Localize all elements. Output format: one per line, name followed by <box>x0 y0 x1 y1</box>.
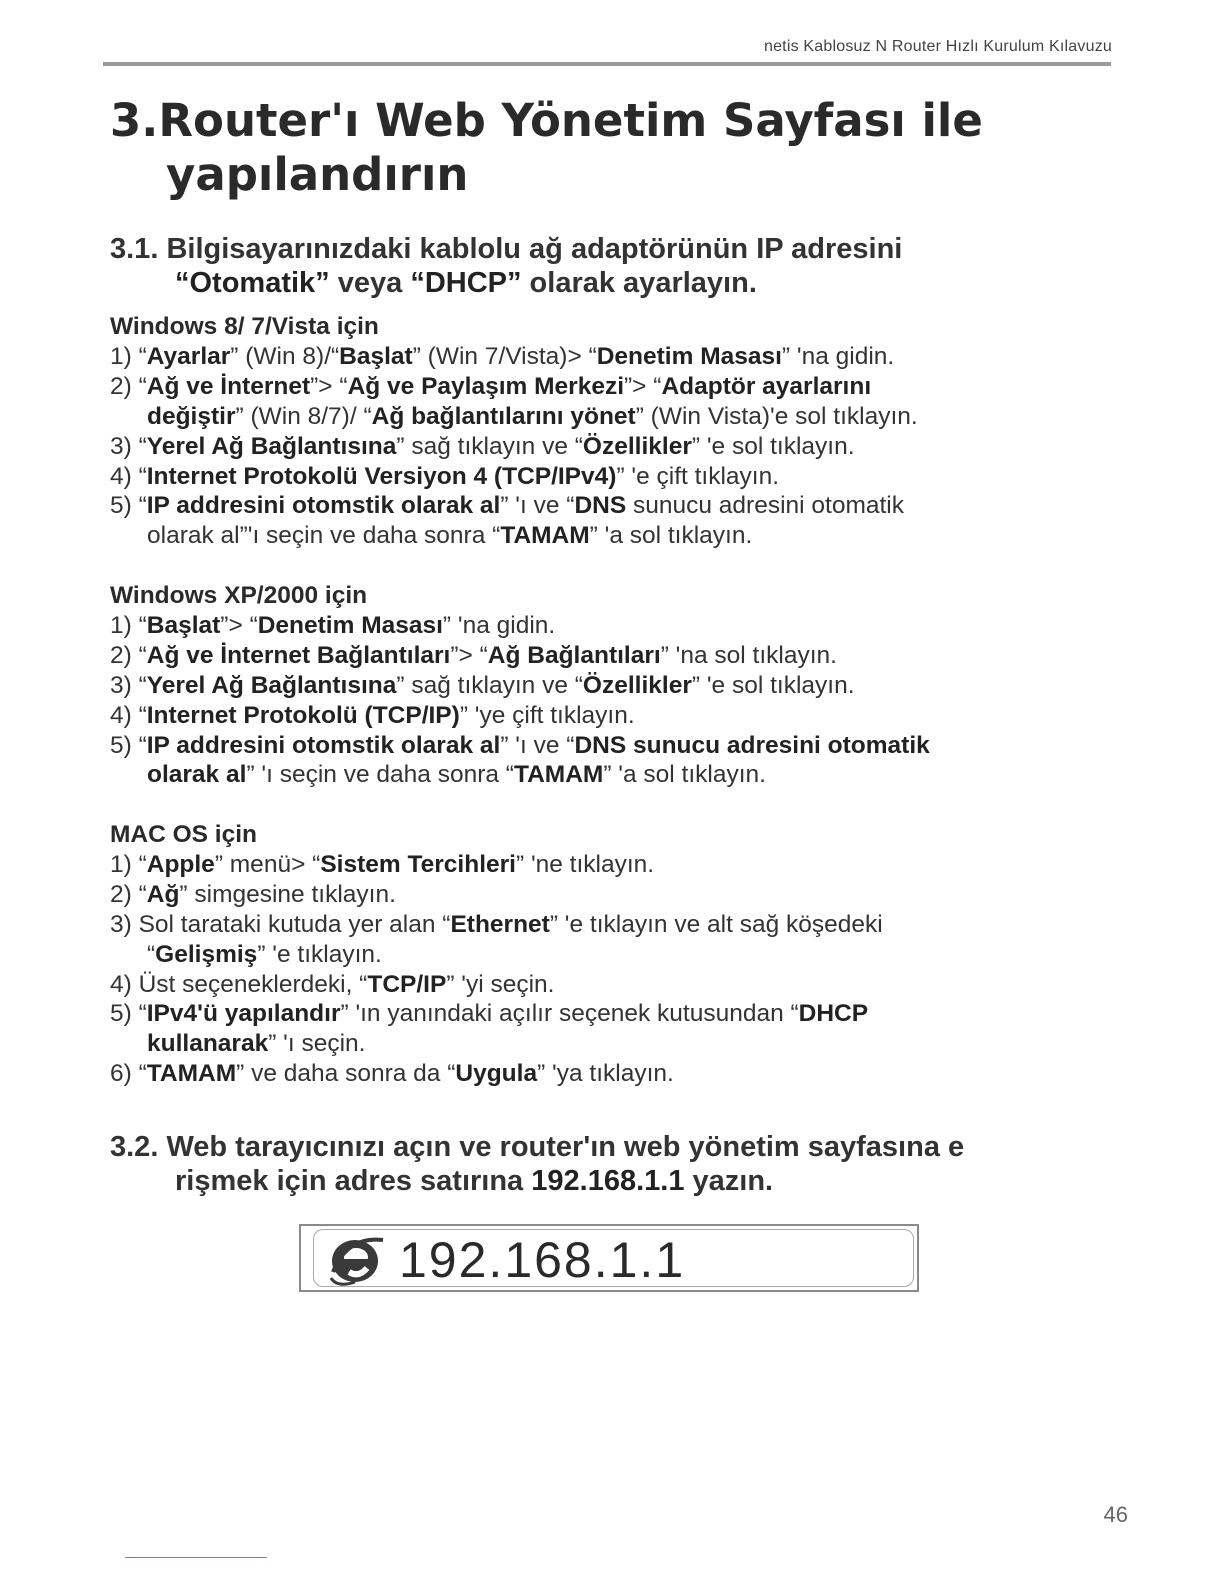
windows-xp-2000-steps <box>110 581 1110 790</box>
bold-term: Internet Protokolü Versiyon 4 (TCP/IPv4) <box>146 462 617 490</box>
step-text: ” 'e tıklayın. <box>257 940 382 968</box>
step-text: 4) Üst seçeneklerdeki, “ <box>110 970 368 998</box>
chapter-title-line1: 3.Router'ı Web Yönetim Sayfası ile <box>110 94 983 147</box>
step-text: ” (Win 7/Vista)> “ <box>412 342 597 370</box>
bold-term: Denetim Masası <box>257 611 443 639</box>
step-text: ” 'ı seçin. <box>268 1030 366 1058</box>
page-number: 46 <box>1103 1502 1128 1527</box>
step-text: 5) “ <box>110 1000 147 1028</box>
windows-8-7-vista-steps <box>110 312 1110 551</box>
step-text: 1) “ <box>110 850 147 878</box>
bold-term: “DHCP” <box>410 267 522 299</box>
step-text: ” (Win 8)/“ <box>230 342 340 370</box>
step-text: ” 'a sol tıklayın. <box>603 761 766 789</box>
step-text: sunucu adresini otomatik <box>626 492 904 520</box>
bold-term: Uygula <box>455 1060 538 1088</box>
step-5-cont <box>110 1029 1110 1059</box>
step-text: ” sağ tıklayın ve “ <box>396 671 583 699</box>
bold-term: IP addresini otomstik olarak al <box>146 731 501 759</box>
step-text: 3) “ <box>110 432 147 460</box>
bold-term: Sistem Tercihleri <box>320 850 516 878</box>
step-text: olarak al”'ı seçin ve daha sonra “ <box>147 522 501 550</box>
step-text: ” 'ne tıklayın. <box>515 850 655 878</box>
step-text: 6) “ <box>110 1060 147 1088</box>
bold-term: Internet Protokolü (TCP/IP) <box>146 701 460 729</box>
bold-term: Yerel Ağ Bağlantısına <box>146 671 397 699</box>
step-text: ” menü> “ <box>214 850 321 878</box>
bold-term: TAMAM <box>500 522 590 550</box>
step-text: 4) “ <box>110 462 147 490</box>
bold-term: Özellikler <box>582 671 692 699</box>
section-number: 3.1. <box>110 233 159 265</box>
step-text: 2) “ <box>110 372 147 400</box>
step-text: ” 'ya tıklayın. <box>537 1060 674 1088</box>
step-text: ” 'e tıklayın ve alt sağ köşedeki <box>549 910 883 938</box>
step-text: ” 'na gidin. <box>781 342 895 370</box>
bold-term: Ayarlar <box>146 342 231 370</box>
bold-term: Apple <box>146 850 215 878</box>
steps-heading: Windows XP/2000 için <box>110 582 368 609</box>
step-5-cont <box>110 521 1110 551</box>
step-text: ” 'e sol tıklayın. <box>691 432 855 460</box>
step-1 <box>110 850 1110 880</box>
step-5 <box>110 491 1110 521</box>
bold-term: Ağ <box>146 880 180 908</box>
chapter-title-line2: yapılandırın <box>166 148 469 201</box>
step-2 <box>110 372 1110 402</box>
bold-term: Ağ bağlantılarını yönet <box>371 402 636 430</box>
step-text: 1) “ <box>110 611 147 639</box>
step-text: ” 'na gidin. <box>442 611 556 639</box>
step-text: ”> “ <box>220 611 258 639</box>
step-2-cont <box>110 402 1110 432</box>
section-line2 <box>110 1164 1110 1198</box>
step-5-cont <box>110 760 1110 790</box>
step-1 <box>110 611 1110 641</box>
step-text: 3) “ <box>110 671 147 699</box>
text: veya <box>329 267 411 299</box>
step-text: 4) “ <box>110 701 147 729</box>
bold-term: DNS sunucu adresini otomatik <box>574 731 930 759</box>
text: yazın. <box>684 1165 774 1197</box>
step-text: ” 'e sol tıklayın. <box>691 671 855 699</box>
bold-term: TAMAM <box>513 761 604 789</box>
bold-term: DNS <box>574 492 627 520</box>
step-2 <box>110 880 1110 910</box>
step-text: 3) Sol tarataki kutuda yer alan “ <box>110 910 451 938</box>
bold-term: IPv4'ü yapılandır <box>146 1000 341 1028</box>
section-number: 3.2. <box>110 1131 159 1163</box>
steps-heading: MAC OS için <box>110 821 258 848</box>
step-1 <box>110 342 1110 372</box>
step-3 <box>110 671 1110 701</box>
bold-term: kullanarak <box>147 1030 269 1058</box>
step-text: ” simgesine tıklayın. <box>179 880 396 908</box>
step-4 <box>110 970 1110 1000</box>
step-text: 5) “ <box>110 731 147 759</box>
step-text: ” 'ı ve “ <box>500 731 575 759</box>
bold-term: Adaptör ayarlarını <box>661 372 872 400</box>
ip-address-text: 192.168.1.1 <box>531 1165 685 1197</box>
section-text: Web tarayıcınızı açın ve router'ın web yönetim sayfasına e <box>166 1131 965 1163</box>
step-6 <box>110 1059 1110 1089</box>
bold-term: DHCP <box>798 1000 869 1028</box>
bold-term: olarak al <box>147 761 247 789</box>
internet-explorer-icon <box>327 1232 385 1288</box>
step-text: ” 'ı seçin ve daha sonra “ <box>246 761 514 789</box>
step-3 <box>110 432 1110 462</box>
text: rişmek için adres satırına <box>175 1165 532 1197</box>
bold-term: “Otomatik” <box>175 267 330 299</box>
step-3 <box>110 910 1110 940</box>
bold-term: Ethernet <box>450 910 550 938</box>
step-text: ” 'e çift tıklayın. <box>616 462 780 490</box>
browser-address-bar <box>299 1224 919 1292</box>
step-text: ” 'yi seçin. <box>446 970 555 998</box>
header-divider <box>103 62 1111 66</box>
step-text: ” ve daha sonra da “ <box>236 1060 456 1088</box>
header-title: netis Kablosuz N Router Hızlı Kurulum Kılavuzu <box>763 38 1112 55</box>
step-text: ” (Win Vista)'e sol tıklayın. <box>635 402 918 430</box>
bold-term: Ağ ve İnternet Bağlantıları <box>146 641 451 669</box>
step-text: 1) “ <box>110 342 147 370</box>
bold-term: TCP/IP <box>367 970 447 998</box>
bold-term: Ağ ve Paylaşım Merkezi <box>347 372 625 400</box>
step-4 <box>110 701 1110 731</box>
step-text: ”> “ <box>624 372 662 400</box>
step-text: ” 'ın yanındaki açılır seçenek kutusundan “ <box>340 1000 799 1028</box>
section-3-2-title <box>110 1130 1110 1198</box>
steps-heading: Windows 8/ 7/Vista için <box>110 313 379 340</box>
text: olarak ayarlayın. <box>521 267 757 299</box>
step-text: ” 'ye çift tıklayın. <box>459 701 635 729</box>
step-text: ” (Win 8/7)/ “ <box>235 402 372 430</box>
step-2 <box>110 641 1110 671</box>
bold-term: Yerel Ağ Bağlantısına <box>146 432 397 460</box>
step-3-cont <box>110 940 1110 970</box>
step-5 <box>110 731 1110 761</box>
step-text: ” 'ı ve “ <box>500 492 575 520</box>
step-text: ”> “ <box>310 372 348 400</box>
step-text: 2) “ <box>110 880 147 908</box>
chapter-title <box>110 94 1110 202</box>
bold-term: TAMAM <box>146 1060 237 1088</box>
step-text: ” 'na sol tıklayın. <box>660 641 837 669</box>
bold-term: Denetim Masası <box>596 342 782 370</box>
bold-term: Özellikler <box>582 432 692 460</box>
step-text: 2) “ <box>110 641 147 669</box>
step-text: ” sağ tıklayın ve “ <box>396 432 583 460</box>
bold-term: Başlat <box>339 342 413 370</box>
bold-term: Başlat <box>146 611 221 639</box>
section-line2 <box>110 266 1110 300</box>
section-text: Bilgisayarınızdaki kablolu ağ adaptörünün IP adresini <box>166 233 903 265</box>
step-5 <box>110 999 1110 1029</box>
step-text: ”> “ <box>450 641 488 669</box>
mac-os-steps <box>110 820 1110 1089</box>
bold-term: Gelişmiş <box>155 940 258 968</box>
bold-term: Ağ Bağlantıları <box>487 641 661 669</box>
bold-term: değiştir <box>147 402 236 430</box>
section-3-1-title <box>110 232 1110 300</box>
footer-divider <box>125 1557 267 1558</box>
step-4 <box>110 462 1110 492</box>
bold-term: Ağ ve İnternet <box>146 372 311 400</box>
step-text: 5) “ <box>110 492 147 520</box>
step-text: “ <box>147 940 156 968</box>
step-text: ” 'a sol tıklayın. <box>589 522 753 550</box>
address-url: 192.168.1.1 <box>399 1232 686 1288</box>
bold-term: IP addresini otomstik olarak al <box>146 492 501 520</box>
